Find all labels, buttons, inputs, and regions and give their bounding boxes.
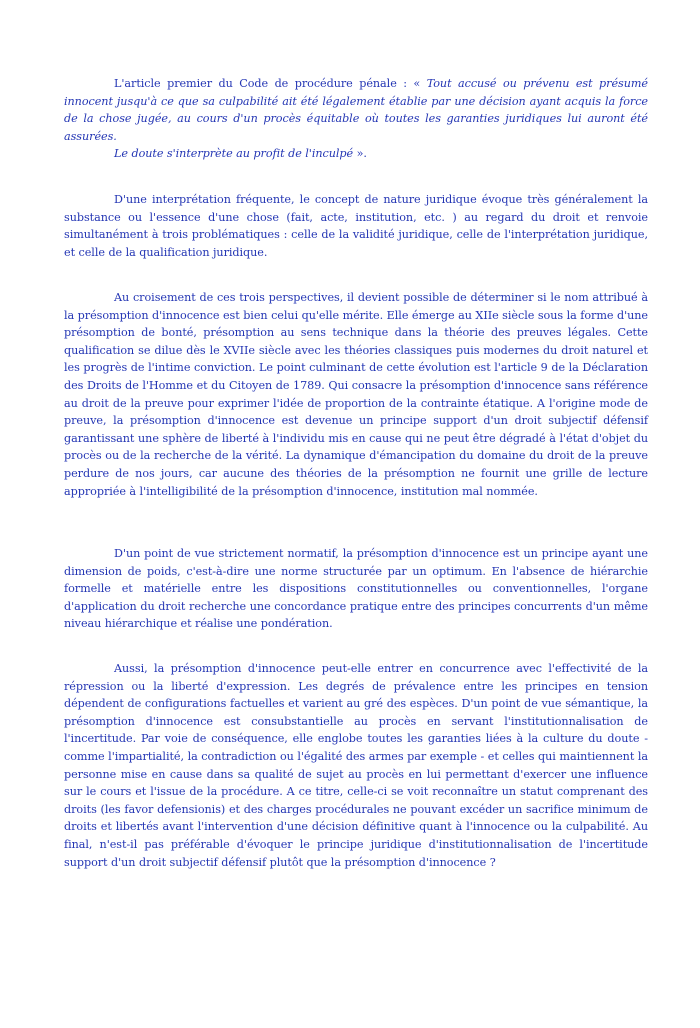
opening-quote: Tout accusé ou prévenu est présumé innocent jusqu'à ce que sa culpabilité ait été légalement établie par une décision ayant acquis la force de la chose jugée, au cours d'un procès équitable où toutes les garanties juridiques lui auront été assurées. bbox=[64, 77, 648, 143]
opening-paragraph bbox=[64, 75, 648, 145]
paragraph-text: D'une interprétation fréquente, le concept de nature juridique évoque très généralement la substance ou l'essence d'une chose (fait, acte, institution, etc. ) au regard du droit et renvoie simultanément à trois problématiques : celle de la validité juridique, celle de l'interprétation juridique, et celle de la qualification juridique. bbox=[64, 193, 648, 259]
paragraph-history bbox=[64, 289, 648, 500]
paragraph-conclusion bbox=[64, 660, 648, 871]
paragraph-text: Aussi, la présomption d'innocence peut-elle entrer en concurrence avec l'effectivité de la répression ou la liberté d'expression. Les degrés de prévalence entre les principes en tension dépendent de configurations factuelles et varient au gré des espèces. D'un point de vue sémantique, la présomption d'innocence est consubstantielle au procès en servant l'institutionnalisation de l'incertitude. Par voie de conséquence, elle englobe toutes les garanties liées à la culture du doute - comme l'impartialité, la contradiction ou l'égalité des armes par exemple - et celles qui maintiennent la personne mise en cause dans sa qualité de sujet au procès en lui permettant d'exercer une influence sur le cours et l'issue de la procédure. A ce titre, celle-ci se voit reconnaître un statut comprenant des droits (les favor defensionis) et des charges procédurales ne pouvant excéder un sacrifice minimum de droits et libertés avant l'intervention d'une décision définitive quant à l'innocence ou la culpabilité. Au final, n'est-il pas préférable d'évoquer le principe juridique d'institutionnalisation de l'incertitude support d'un droit subjectif défensif plutôt que la présomption d'innocence ? bbox=[64, 662, 648, 869]
closing-quote-mark: ». bbox=[353, 147, 367, 161]
paragraph-text: D'un point de vue strictement normatif, la présomption d'innocence est un principe ayant une dimension de poids, c'est-à-dire une norme structurée par un optimum. En l'absence de hiérarchie formelle et matérielle entre les dispositions constitutionnelles ou conventionnelles, l'organe d'application du droit recherche une concordance pratique entre des principes concurrents d'un même niveau hiérarchique et réalise une pondération. bbox=[64, 547, 648, 631]
opening-intro: L'article premier du Code de procédure pénale : « bbox=[114, 77, 427, 90]
paragraph-normative bbox=[64, 545, 648, 633]
doubt-text: Le doute s'interprète au profit de l'inculpé bbox=[114, 147, 354, 161]
paragraph-text: Au croisement de ces trois perspectives, il devient possible de déterminer si le nom attribué à la présomption d'innocence est bien celui qu'elle mérite. Elle émerge au XIIe siècle sous la forme d'une présomption de bonté, présomption au sens technique dans la théorie des preuves légales. Cette qualification se dilue dès le XVIIe siècle avec les théories classiques puis modernes du droit naturel et les progrès de l'intime conviction. Le point culminant de cette évolution est l'article 9 de la Déclaration des Droits de l'Homme et du Citoyen de 1789. Qui consacre la présomption d'innocence sans référence au droit de la preuve pour exprimer l'idée de proportion de la contrainte étatique. A l'origine mode de preuve, la présomption d'innocence est devenue un principe support d'un droit subjectif défensif garantissant une sphère de liberté à l'individu mis en cause qui ne peut être dégradé à l'état d'objet du procès ou de la recherche de la vérité. La dynamique d'émancipation du domaine du droit de la preuve perdure de nos jours, car aucune des théories de la présomption ne fournit une grille de lecture appropriée à l'intelligibilité de la présomption d'innocence, institution mal nommée. bbox=[64, 291, 648, 498]
doubt-line bbox=[64, 145, 648, 163]
opening-quote-block bbox=[64, 75, 648, 163]
paragraph-legal-nature bbox=[64, 191, 648, 261]
